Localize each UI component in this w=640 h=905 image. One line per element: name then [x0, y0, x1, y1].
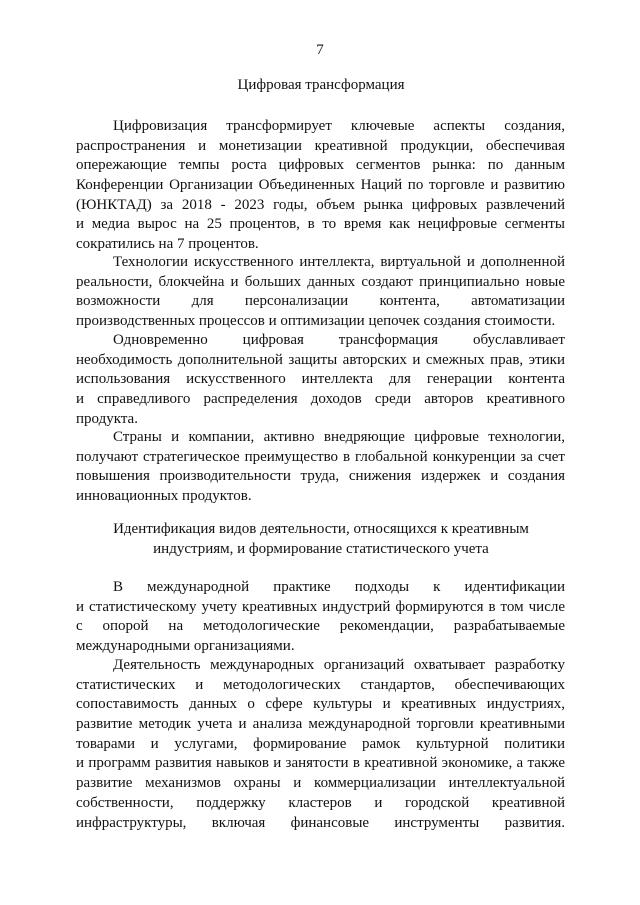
section-title-line: индустриям, и формирование статистического учета — [153, 540, 489, 557]
paragraph — [76, 117, 565, 255]
text-line: статистических и методологических стандартов, обеспечивающих — [76, 676, 565, 693]
text-line: инфраструктуры, включая финансовые инструменты развития. — [76, 814, 565, 831]
paragraph — [76, 331, 565, 429]
text-line: и статистическому учету креативных индустрий формируются в том числе — [76, 598, 565, 615]
text-line: международными организациями. — [76, 638, 295, 655]
text-line: производственных процессов и оптимизации цепочек создания стоимости. — [76, 313, 556, 330]
text-line: сопоставимость данных о сфере культуры и креативных индустриях, — [76, 696, 565, 713]
text-line: продукта. — [76, 410, 138, 427]
text-line: и медиа вырос на 25 процентов, в то время как нецифровые сегменты — [76, 216, 565, 233]
text-line: реальности, блокчейна и больших данных создают принципиально новые — [76, 273, 565, 290]
text-line: использования искусственного интеллекта для генерации контента — [76, 371, 565, 388]
section-title-identification — [76, 520, 566, 559]
text-line: развитие методик учета и анализа международной торговли креативными — [76, 716, 565, 733]
text-line: Одновременно цифровая трансформация обуславливает — [113, 332, 565, 348]
text-line: с опорой на методологические рекомендации, разрабатываемые — [76, 618, 565, 635]
text-line: Технологии искусственного интеллекта, виртуальной и дополненной — [113, 254, 565, 270]
paragraph — [76, 428, 565, 507]
section-title-digital-transformation — [76, 76, 566, 96]
text-line: возможности для персонализации контента, автоматизации — [76, 293, 565, 310]
text-line: необходимость дополнительной защиты авторских и смежных прав, этики — [76, 351, 565, 368]
paragraph — [76, 578, 565, 657]
page-number: 7 — [316, 42, 324, 58]
text-line: повышения производительности труда, снижения издержек и создания — [76, 468, 565, 485]
text-line: сократились на 7 процентов. — [76, 236, 259, 253]
text-line: (ЮНКТАД) за 2018 - 2023 годы, объем рынка цифровых развлечений — [76, 196, 565, 213]
text-line: Деятельность международных организаций охватывает разработку — [113, 657, 565, 673]
text-line: Страны и компании, активно внедряющие цифровые технологии, — [113, 429, 565, 445]
text-line: получают стратегическое преимущество в глобальной конкуренции за счет — [76, 448, 565, 465]
text-line: Конференции Организации Объединенных Наций по торговле и развитию — [76, 177, 565, 194]
paragraph — [76, 656, 565, 833]
text-line: инновационных продуктов. — [76, 488, 252, 505]
text-line: опережающие темпы роста цифровых сегментов рынка: по данным — [76, 157, 565, 174]
paragraph — [76, 253, 565, 332]
text-line: Цифровизация трансформирует ключевые аспекты создания, — [113, 118, 565, 134]
text-line: В международной практике подходы к идентификации — [113, 579, 565, 595]
section-title-text: Цифровая трансформация — [237, 77, 405, 93]
text-line: распространения и монетизации креативной продукции, обеспечивая — [76, 137, 565, 154]
section-title-line: Идентификация видов деятельности, относящихся к креативным — [113, 521, 529, 537]
text-line: и справедливого распределения доходов среди авторов креативного — [76, 391, 565, 408]
text-line: товарами и услугами, формирование рамок культурной политики — [76, 735, 565, 752]
text-line: развитие механизмов охраны и коммерциализации интеллектуальной — [76, 775, 565, 792]
text-line: и программ развития навыков и занятости в креативной экономике, а также — [76, 755, 565, 772]
text-line: собственности, поддержку кластеров и городской креативной — [76, 794, 565, 811]
